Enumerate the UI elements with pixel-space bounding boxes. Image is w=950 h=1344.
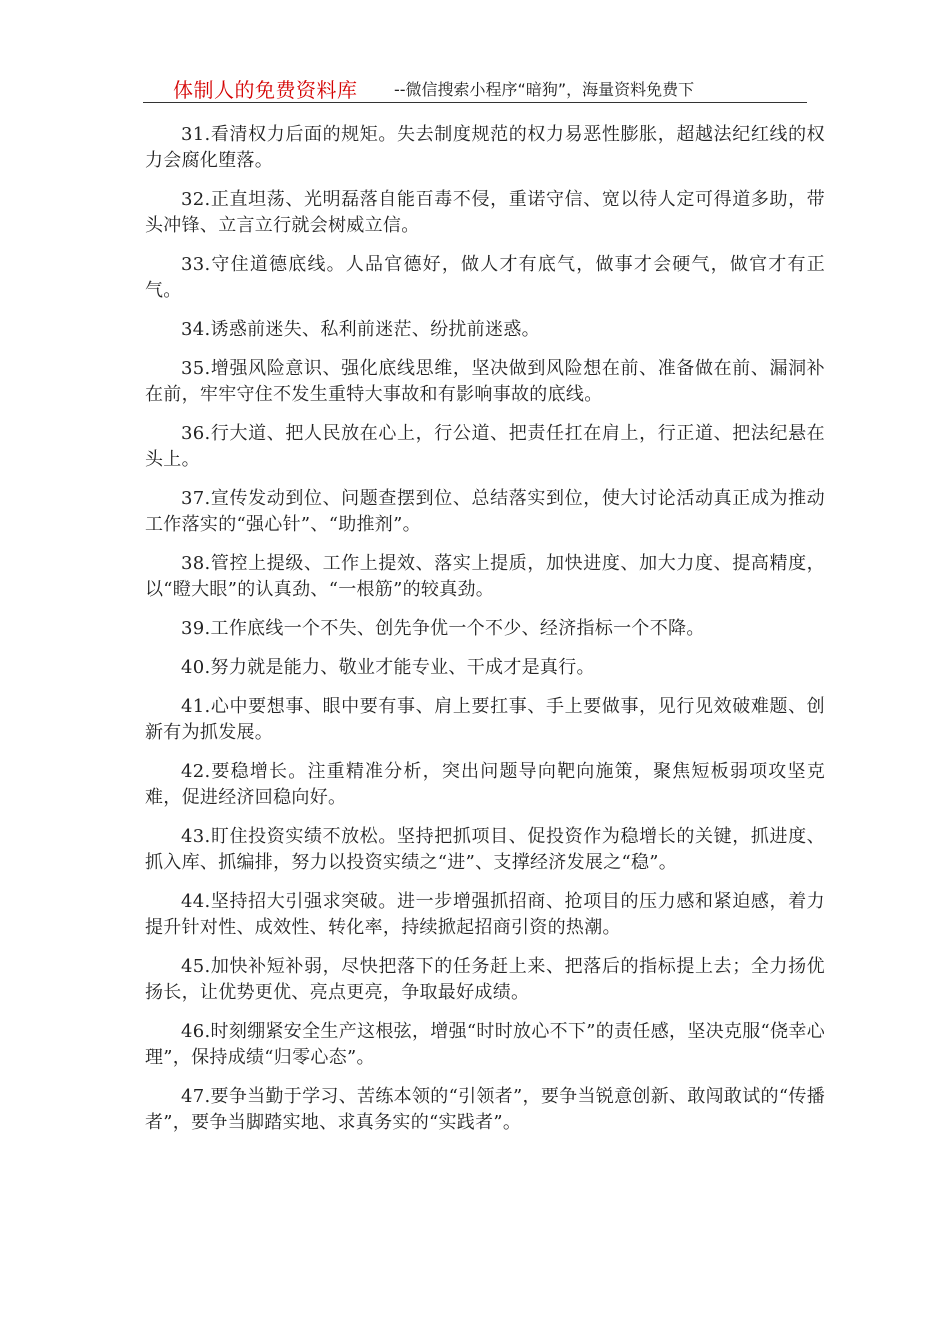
paragraph-32: 32.正直坦荡、光明磊落自能百毒不侵，重诺守信、宽以待人定可得道多助，带头冲锋、立言立行就会树威立信。 [145,189,825,236]
header-title: 体制人的免费资料库 [173,78,358,102]
paragraph-35: 35.增强风险意识、强化底线思维，坚决做到风险想在前、准备做在前、漏洞补在前，牢牢守住不发生重特大事故和有影响事故的底线。 [145,358,825,405]
document-body [145,122,825,1149]
paragraph-45: 45.加快补短补弱，尽快把落下的任务赶上来、把落后的指标提上去；全力扬优扬长，让优势更优、亮点更亮，争取最好成绩。 [145,956,825,1003]
paragraph-46: 46.时刻绷紧安全生产这根弦，增强“时时放心不下”的责任感，坚决克服“侥幸心理”，保持成绩“归零心态”。 [145,1021,825,1068]
paragraph-34: 34.诱惑前迷失、私利前迷茫、纷扰前迷惑。 [181,319,540,340]
paragraph-44: 44.坚持招大引强求突破。进一步增强抓招商、抢项目的压力感和紧迫感，着力提升针对性、成效性、转化率，持续掀起招商引资的热潮。 [145,891,825,938]
paragraph-37: 37.宣传发动到位、问题查摆到位、总结落实到位，使大讨论活动真正成为推动工作落实的“强心针”、“助推剂”。 [145,488,825,535]
paragraph-40: 40.努力就是能力、敬业才能专业、干成才是真行。 [181,657,595,678]
paragraph-31: 31.看清权力后面的规矩。失去制度规范的权力易恶性膨胀，超越法纪红线的权力会腐化堕落。 [145,124,825,171]
paragraph-39: 39.工作底线一个不失、创先争优一个不少、经济指标一个不降。 [181,618,705,639]
paragraph-43: 43.盯住投资实绩不放松。坚持把抓项目、促投资作为稳增长的关键，抓进度、抓入库、抓编排，努力以投资实绩之“进”、支撑经济发展之“稳”。 [145,826,825,873]
header-subtitle: --微信搜索小程序“暗狗”，海量资料免费下 [394,80,695,99]
paragraph-47: 47.要争当勤于学习、苦练本领的“引领者”，要争当锐意创新、敢闯敢试的“传播者”，要争当脚踏实地、求真务实的“实践者”。 [145,1086,825,1133]
page-header [143,66,807,103]
paragraph-36: 36.行大道、把人民放在心上，行公道、把责任扛在肩上，行正道、把法纪悬在头上。 [145,423,825,470]
paragraph-38: 38.管控上提级、工作上提效、落实上提质，加快进度、加大力度、提高精度，以“瞪大眼”的认真劲、“一根筋”的较真劲。 [145,553,825,600]
paragraph-42: 42.要稳增长。注重精准分析，突出问题导向靶向施策，聚焦短板弱项攻坚克难，促进经济回稳向好。 [145,761,825,808]
paragraph-33: 33.守住道德底线。人品官德好，做人才有底气，做事才会硬气，做官才有正气。 [145,254,825,301]
paragraph-41: 41.心中要想事、眼中要有事、肩上要扛事、手上要做事，见行见效破难题、创新有为抓发展。 [145,696,825,743]
